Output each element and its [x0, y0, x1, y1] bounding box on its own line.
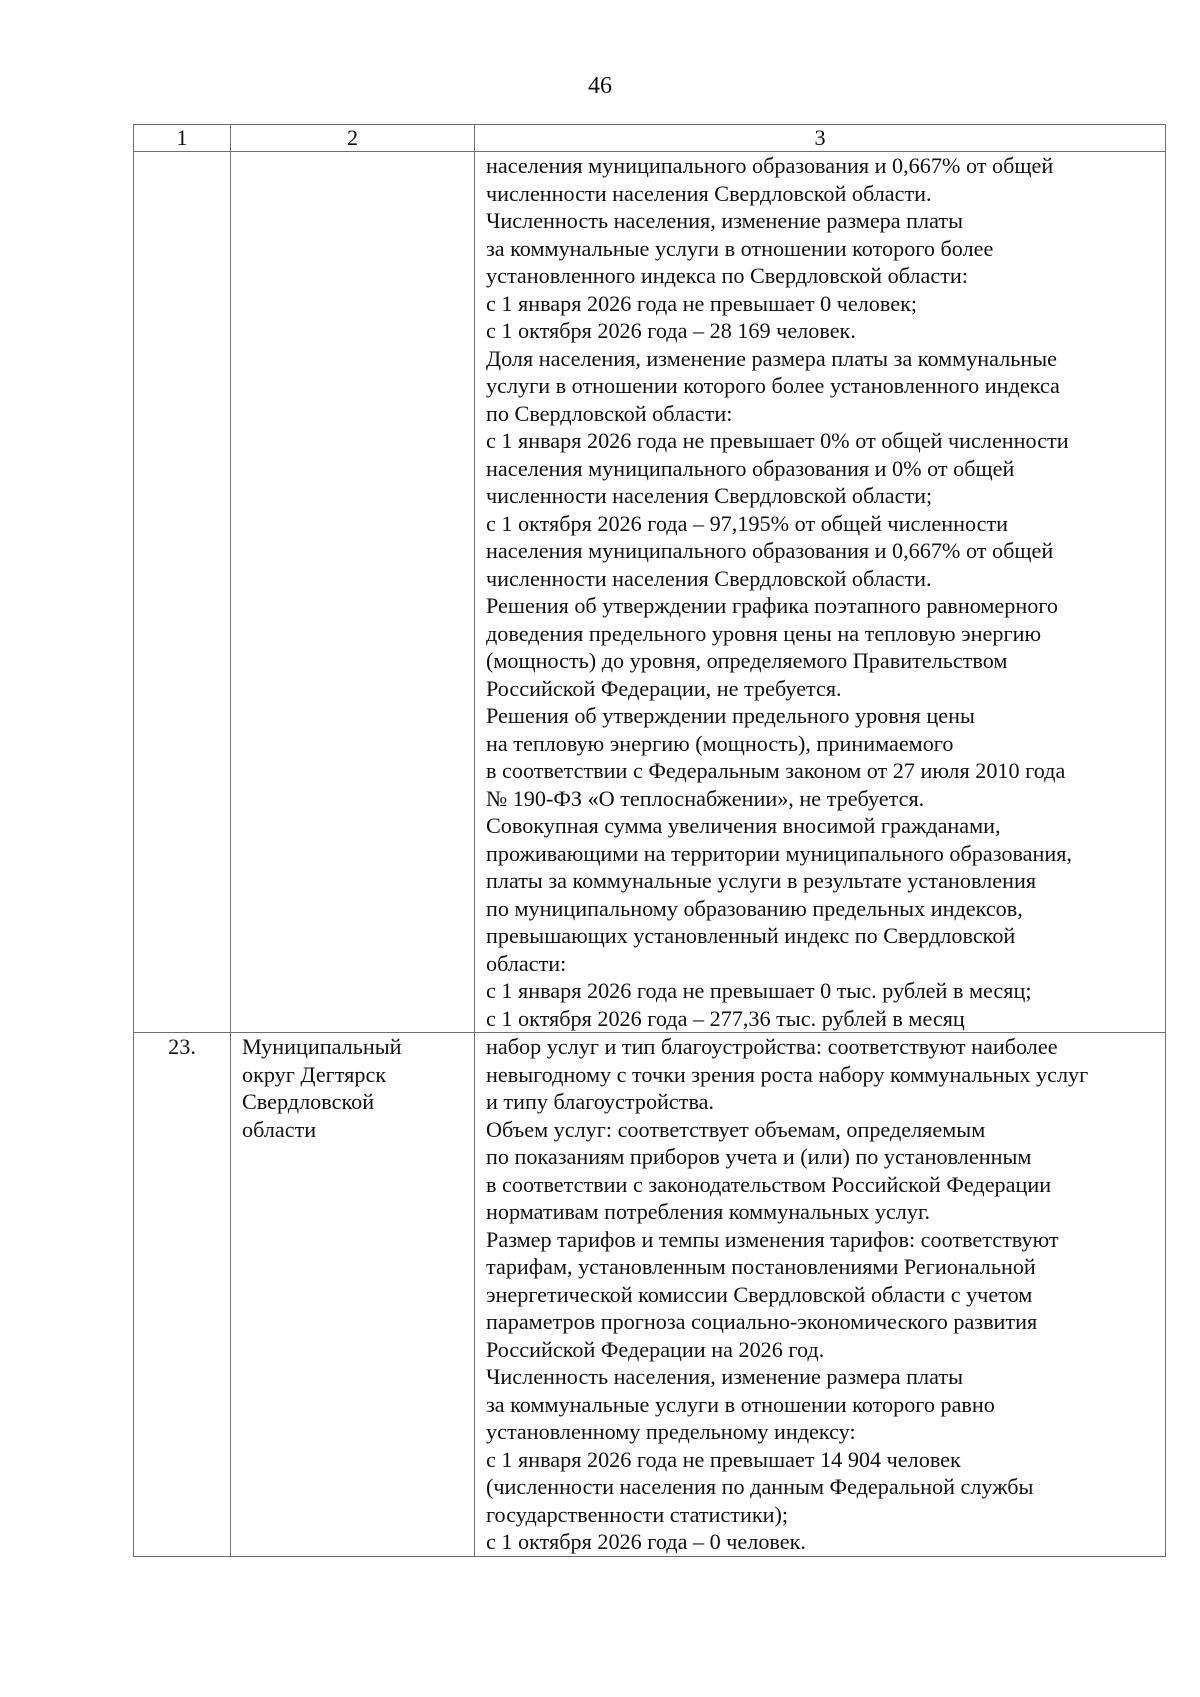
- text-line: доведения предельного уровня цены на тепловую энергию: [486, 620, 1042, 646]
- text-line: Совокупная сумма увеличения вносимой гражданами,: [486, 813, 1001, 838]
- text-line: с 1 октября 2026 года – 0 человек.: [486, 1529, 806, 1554]
- text-line: населения муниципального образования и 0,667% от общей: [486, 538, 1054, 563]
- text-line: области: [242, 1116, 317, 1142]
- row-text-cell: [475, 1033, 1166, 1557]
- text-line: по показаниям приборов учета и (или) по установленным: [486, 1144, 1032, 1169]
- text-line: с 1 октября 2026 года – 277,36 тыс. рублей в месяц: [486, 1005, 965, 1031]
- text-line: набор услуг и тип благоустройства: соответствуют наиболее: [486, 1034, 1058, 1059]
- text-line: проживающими на территории муниципального образования,: [486, 840, 1072, 866]
- text-line: Решения об утверждении графика поэтапного равномерного: [486, 593, 1058, 618]
- data-table: [133, 124, 1166, 1557]
- text-line: за коммунальные услуги в отношении которого более: [486, 235, 994, 261]
- text-line: с 1 января 2026 года не превышает 0 человек;: [486, 290, 918, 316]
- text-line: и типу благоустройства.: [486, 1089, 715, 1114]
- text-line: по Свердловской области:: [486, 400, 733, 426]
- text-line: в соответствии с законодательством Российской Федерации: [486, 1171, 1052, 1197]
- row-name-cell: [231, 152, 475, 1033]
- text-line: Решения об утверждении предельного уровня цены: [486, 703, 975, 728]
- text-line: Численность населения, изменение размера платы: [486, 208, 963, 233]
- row-name-cell: [231, 1033, 475, 1557]
- text-line: Объем услуг: соответствует объемам, определяемым: [486, 1116, 986, 1142]
- text-line: на тепловую энергию (мощность), принимаемого: [486, 730, 954, 756]
- text-line: по муниципальному образованию предельных индексов,: [486, 895, 1023, 921]
- text-line: с 1 октября 2026 года – 97,195% от общей численности: [486, 510, 1009, 536]
- text-line: за коммунальные услуги в отношении которого равно: [486, 1391, 995, 1417]
- text-line: Размер тарифов и темпы изменения тарифов: соответствуют: [486, 1226, 1059, 1252]
- text-line: численности населения Свердловской области;: [486, 483, 933, 508]
- page-number: 46: [588, 73, 612, 99]
- row-text-cell: [475, 152, 1166, 1033]
- text-line: с 1 января 2026 года не превышает 0 тыс. рублей в месяц;: [486, 978, 1032, 1003]
- text-line: невыгодному с точки зрения роста набору коммунальных услуг: [486, 1061, 1089, 1087]
- table-row: [134, 152, 1166, 1033]
- text-line: в соответствии с Федеральным законом от 27 июля 2010 года: [486, 758, 1066, 783]
- text-line: превышающих установленный индекс по Свердловской: [486, 923, 1016, 948]
- text-line: с 1 января 2026 года не превышает 0% от общей численности: [486, 428, 1069, 453]
- text-line: населения муниципального образования и 0,667% от общей: [486, 153, 1054, 178]
- row-number-cell: 23.: [134, 1033, 231, 1557]
- text-line: округ Дегтярск: [242, 1061, 387, 1087]
- text-line: услуги в отношении которого более установленного индекса: [486, 373, 1060, 398]
- table-row: [134, 1033, 1166, 1557]
- text-line: области:: [486, 950, 567, 976]
- text-line: (численности населения по данным Федеральной службы: [486, 1474, 1034, 1499]
- row-number-cell: [134, 152, 231, 1033]
- text-line: (мощность) до уровня, определяемого Правительством: [486, 648, 1008, 673]
- text-line: государственности статистики);: [486, 1501, 789, 1527]
- text-line: установленному предельному индексу:: [486, 1419, 856, 1444]
- text-line: с 1 января 2026 года не превышает 14 904 человек: [486, 1446, 961, 1472]
- text-line: № 190-ФЗ «О теплоснабжении», не требуется.: [486, 785, 925, 811]
- text-line: Российской Федерации на 2026 год.: [486, 1336, 825, 1362]
- text-line: населения муниципального образования и 0% от общей: [486, 455, 1015, 481]
- text-line: Муниципальный: [242, 1034, 402, 1059]
- text-line: тарифам, установленным постановлениями Региональной: [486, 1254, 1036, 1279]
- header-col-1: 1: [134, 125, 231, 152]
- text-line: Численность населения, изменение размера платы: [486, 1364, 963, 1389]
- table-header-row: [134, 125, 1166, 152]
- text-line: платы за коммунальные услуги в результате установления: [486, 868, 1037, 893]
- header-col-2: 2: [231, 125, 475, 152]
- text-line: энергетической комиссии Свердловской области с учетом: [486, 1281, 1033, 1307]
- text-line: параметров прогноза социально-экономического развития: [486, 1309, 1038, 1334]
- text-line: численности населения Свердловской области.: [486, 180, 932, 206]
- header-col-3: 3: [475, 125, 1166, 152]
- text-line: численности населения Свердловской области.: [486, 565, 932, 591]
- text-line: установленного индекса по Свердловской области:: [486, 263, 968, 288]
- text-line: Российской Федерации, не требуется.: [486, 675, 842, 701]
- text-line: с 1 октября 2026 года – 28 169 человек.: [486, 318, 856, 343]
- text-line: Доля населения, изменение размера платы за коммунальные: [486, 345, 1058, 371]
- text-line: нормативам потребления коммунальных услуг.: [486, 1199, 931, 1224]
- text-line: Свердловской: [242, 1089, 375, 1114]
